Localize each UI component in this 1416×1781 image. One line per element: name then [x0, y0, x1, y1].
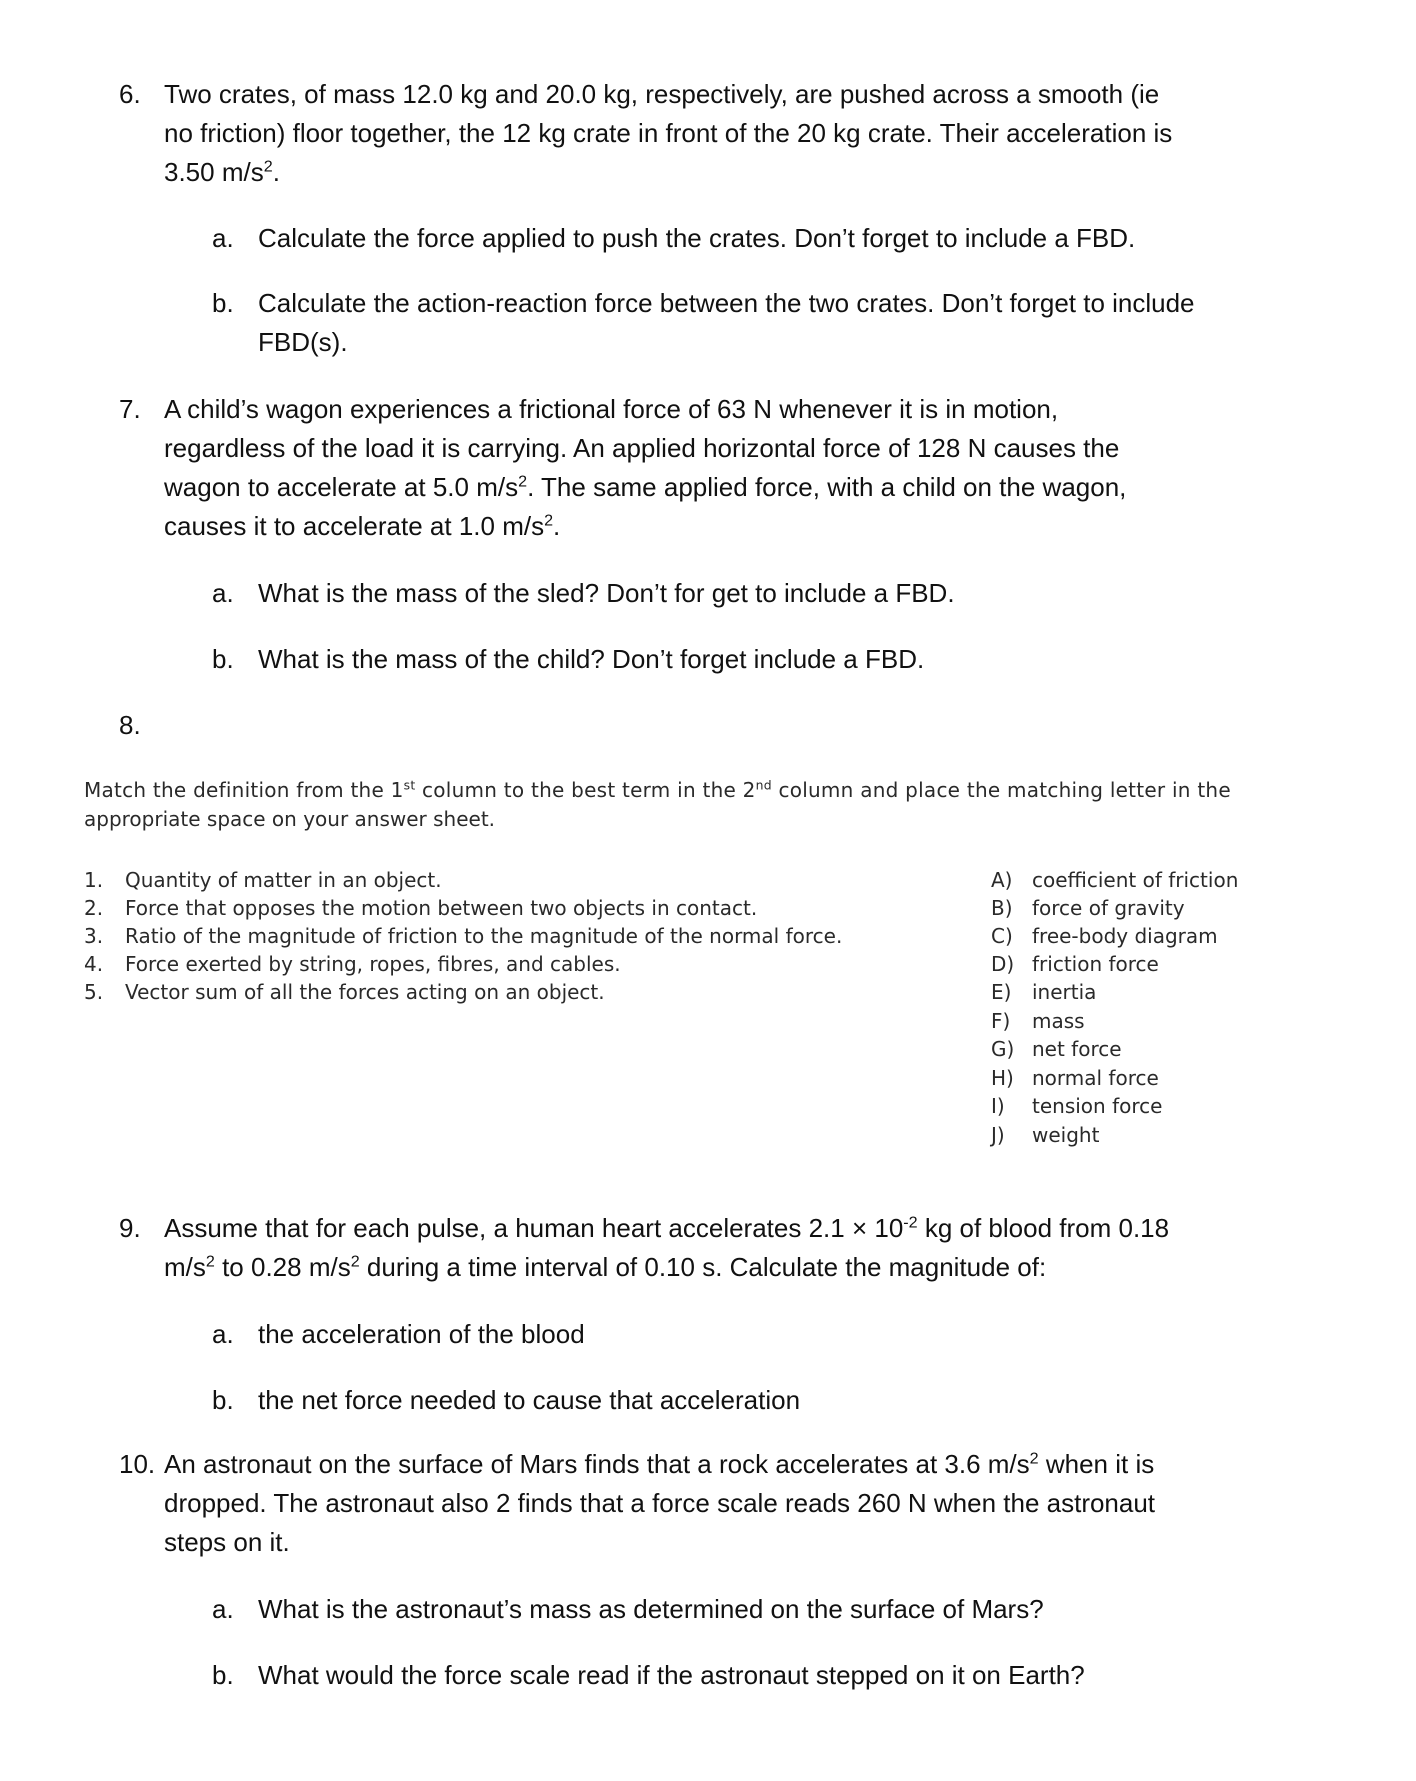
question-number: 6. [119, 79, 141, 109]
question-text-line: Assume that for each pulse, a human heart accelerates $2.1 \times 10^{-2}$ kg of blood from 0.18 [164, 1213, 1170, 1243]
part-text: the acceleration of the blood [258, 1319, 585, 1349]
definition-number: 4. [84, 952, 104, 976]
question-number: 10. [119, 1449, 156, 1479]
term-letter: J) [991, 1123, 1005, 1147]
question-number: 7. [119, 394, 141, 424]
term-text: normal force [1032, 1066, 1159, 1090]
term-text: coefficient of friction [1032, 868, 1239, 892]
part-letter: a. [212, 223, 234, 253]
question-text-line: wagon to accelerate at 5.0 $m/s^2$. The same applied force, with a child on the wagon, [164, 472, 1127, 502]
part-letter: a. [212, 1319, 234, 1349]
part-text: FBD(s). [258, 327, 348, 357]
term-letter: E) [991, 980, 1012, 1004]
term-text: force of gravity [1032, 896, 1185, 920]
part-letter: b. [212, 288, 234, 318]
definition-text: Ratio of the magnitude of friction to the magnitude of the normal force. [125, 924, 843, 948]
question-text-line: causes it to accelerate at 1.0 $m/s^2$. [164, 511, 561, 541]
term-text: inertia [1032, 980, 1097, 1004]
term-letter: D) [991, 952, 1015, 976]
definition-number: 5. [84, 980, 104, 1004]
question-text-line: Two crates, of mass 12.0 kg and 20.0 kg, respectively, are pushed across a smooth (ie [164, 79, 1160, 109]
question-text-line: 3.50 $m/s^2$. [164, 157, 280, 187]
question-text-line: An astronaut on the surface of Mars finds that a rock accelerates at 3.6 $m/s^2$ when it is [164, 1449, 1155, 1479]
term-letter: C) [991, 924, 1013, 948]
question-text-line: dropped. The astronaut also 2 finds that a force scale reads 260 N when the astronaut [164, 1488, 1156, 1518]
part-letter: a. [212, 1594, 234, 1624]
term-letter: B) [991, 896, 1013, 920]
part-text: What is the astronaut’s mass as determined on the surface of Mars? [258, 1594, 1044, 1624]
definition-number: 1. [84, 868, 104, 892]
question-number: 8. [119, 710, 141, 740]
part-text: What would the force scale read if the astronaut stepped on it on Earth? [258, 1660, 1085, 1690]
part-letter: b. [212, 1660, 234, 1690]
term-letter: A) [991, 868, 1013, 892]
part-text: Calculate the action-reaction force between the two crates. Don’t forget to include [258, 288, 1195, 318]
question-text-line: $m/s^2$ to 0.28 $m/s^2$ during a time interval of 0.10 s. Calculate the magnitude of: [164, 1252, 1047, 1282]
term-letter: G) [991, 1037, 1015, 1061]
question-text-line: no friction) floor together, the 12 kg crate in front of the 20 kg crate. Their acceleration is [164, 118, 1173, 148]
part-text: What is the mass of the child? Don’t forget include a FBD. [258, 644, 925, 674]
definition-number: 2. [84, 896, 104, 920]
question-text-line: A child’s wagon experiences a frictional force of 63 N whenever it is in motion, [164, 394, 1059, 424]
term-text: friction force [1032, 952, 1159, 976]
definition-number: 3. [84, 924, 104, 948]
term-text: net force [1032, 1037, 1122, 1061]
part-letter: b. [212, 644, 234, 674]
part-letter: b. [212, 1385, 234, 1415]
question-number: 9. [119, 1213, 141, 1243]
question-text-line: regardless of the load it is carrying. An applied horizontal force of 128 N causes the [164, 433, 1120, 463]
definition-text: Force exerted by string, ropes, fibres, and cables. [125, 952, 621, 976]
term-letter: I) [991, 1094, 1005, 1118]
part-text: What is the mass of the sled? Don’t for get to include a FBD. [258, 578, 955, 608]
term-text: weight [1032, 1123, 1100, 1147]
question-text-line: steps on it. [164, 1527, 290, 1557]
part-letter: a. [212, 578, 234, 608]
part-text: Calculate the force applied to push the crates. Don’t forget to include a FBD. [258, 223, 1136, 253]
definition-text: Vector sum of all the forces acting on an object. [125, 980, 605, 1004]
term-letter: H) [991, 1066, 1014, 1090]
definition-text: Quantity of matter in an object. [125, 868, 442, 892]
part-text: the net force needed to cause that acceleration [258, 1385, 801, 1415]
instruction-line: Match the definition from the 1st column to the best term in the 2nd column and place the matching letter in the [84, 777, 1231, 802]
term-text: free-body diagram [1032, 924, 1218, 948]
term-text: mass [1032, 1009, 1085, 1033]
term-letter: F) [991, 1009, 1011, 1033]
definition-text: Force that opposes the motion between two objects in contact. [125, 896, 758, 920]
instruction-line: appropriate space on your answer sheet. [84, 807, 496, 831]
term-text: tension force [1032, 1094, 1163, 1118]
